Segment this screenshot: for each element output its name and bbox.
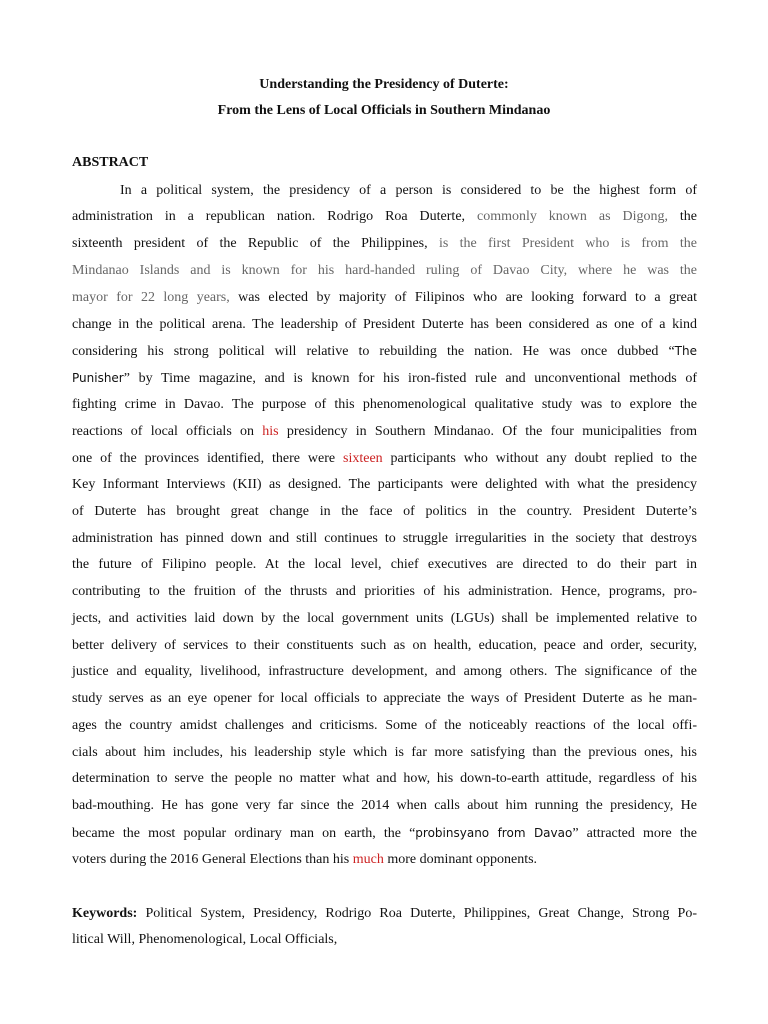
abstract-line: jects, and activities laid down by the local government units (LGUs) shall be implemented relative to (72, 611, 697, 626)
abstract-line: of Duterte has brought great change in the face of politics in the country. President Duterte’s (72, 504, 697, 519)
abstract-line: change in the political arena. The leadership of President Duterte has been considered as one of a kind (72, 317, 697, 332)
keywords-line-1: Keywords: Political System, Presidency, Rodrigo Roa Duterte, Philippines, Great Change, Strong Po- (72, 906, 697, 921)
abstract-line: ages the country amidst challenges and criticisms. Some of the noticeably reactions of the local offi- (72, 718, 697, 733)
abstract-line: Punisher” by Time magazine, and is known for his iron-fisted rule and unconventional methods of (72, 371, 697, 386)
abstract-line: the future of Filipino people. At the local level, chief executives are directed to do their part in (72, 557, 697, 572)
abstract-line: better delivery of services to their constituents such as on health, education, peace and order, security, (72, 638, 697, 653)
abstract-line: mayor for 22 long years, was elected by majority of Filipinos who are looking forward to a great (72, 290, 697, 305)
abstract-line: considering his strong political will relative to rebuilding the nation. He was once dubbed “The (72, 344, 697, 359)
abstract-line: determination to serve the people no matter what and how, his down-to-earth attitude, regardless of his (72, 771, 697, 786)
abstract-line: became the most popular ordinary man on earth, the “probinsyano from Davao” attracted more the (72, 826, 697, 841)
paper-title-line-2: From the Lens of Local Officials in Southern Mindanao (217, 103, 551, 118)
paper-title-line-1: Understanding the Presidency of Duterte: (259, 77, 509, 92)
abstract-line: bad-mouthing. He has gone very far since the 2014 when calls about him running the presidency, He (72, 798, 697, 813)
keywords-line-2: litical Will, Phenomenological, Local Officials, (72, 932, 338, 947)
abstract-line: reactions of local officials on his presidency in Southern Mindanao. Of the four municipalities from (72, 424, 697, 439)
abstract-heading: ABSTRACT (72, 155, 149, 170)
abstract-line: In a political system, the presidency of a person is considered to be the highest form of (120, 183, 697, 198)
abstract-line: sixteenth president of the Republic of the Philippines, is the first President who is from the (72, 236, 697, 251)
abstract-line: Mindanao Islands and is known for his hard-handed ruling of Davao City, where he was the (72, 263, 697, 278)
keywords-label: Keywords: (72, 906, 138, 921)
abstract-line: one of the provinces identified, there were sixteen participants who without any doubt replied to the (72, 451, 697, 466)
abstract-line: administration in a republican nation. Rodrigo Roa Duterte, commonly known as Digong, the (72, 209, 697, 224)
abstract-line: study serves as an eye opener for local officials to appreciate the ways of President Duterte as he man- (72, 691, 697, 706)
abstract-line: contributing to the fruition of the thrusts and priorities of his administration. Hence, programs, pro- (72, 584, 697, 599)
abstract-line: administration has pinned down and still continues to struggle irregularities in the society that destroys (72, 531, 697, 546)
abstract-line: Key Informant Interviews (KII) as designed. The participants were delighted with what the presidency (72, 477, 697, 492)
abstract-line: justice and equality, livelihood, infrastructure development, and among others. The significance of the (72, 664, 697, 679)
abstract-line: voters during the 2016 General Elections than his much more dominant opponents. (72, 852, 538, 867)
abstract-line: cials about him includes, his leadership style which is far more satisfying than the previous ones, his (72, 745, 697, 760)
abstract-line: fighting crime in Davao. The purpose of this phenomenological qualitative study was to explore the (72, 397, 697, 412)
